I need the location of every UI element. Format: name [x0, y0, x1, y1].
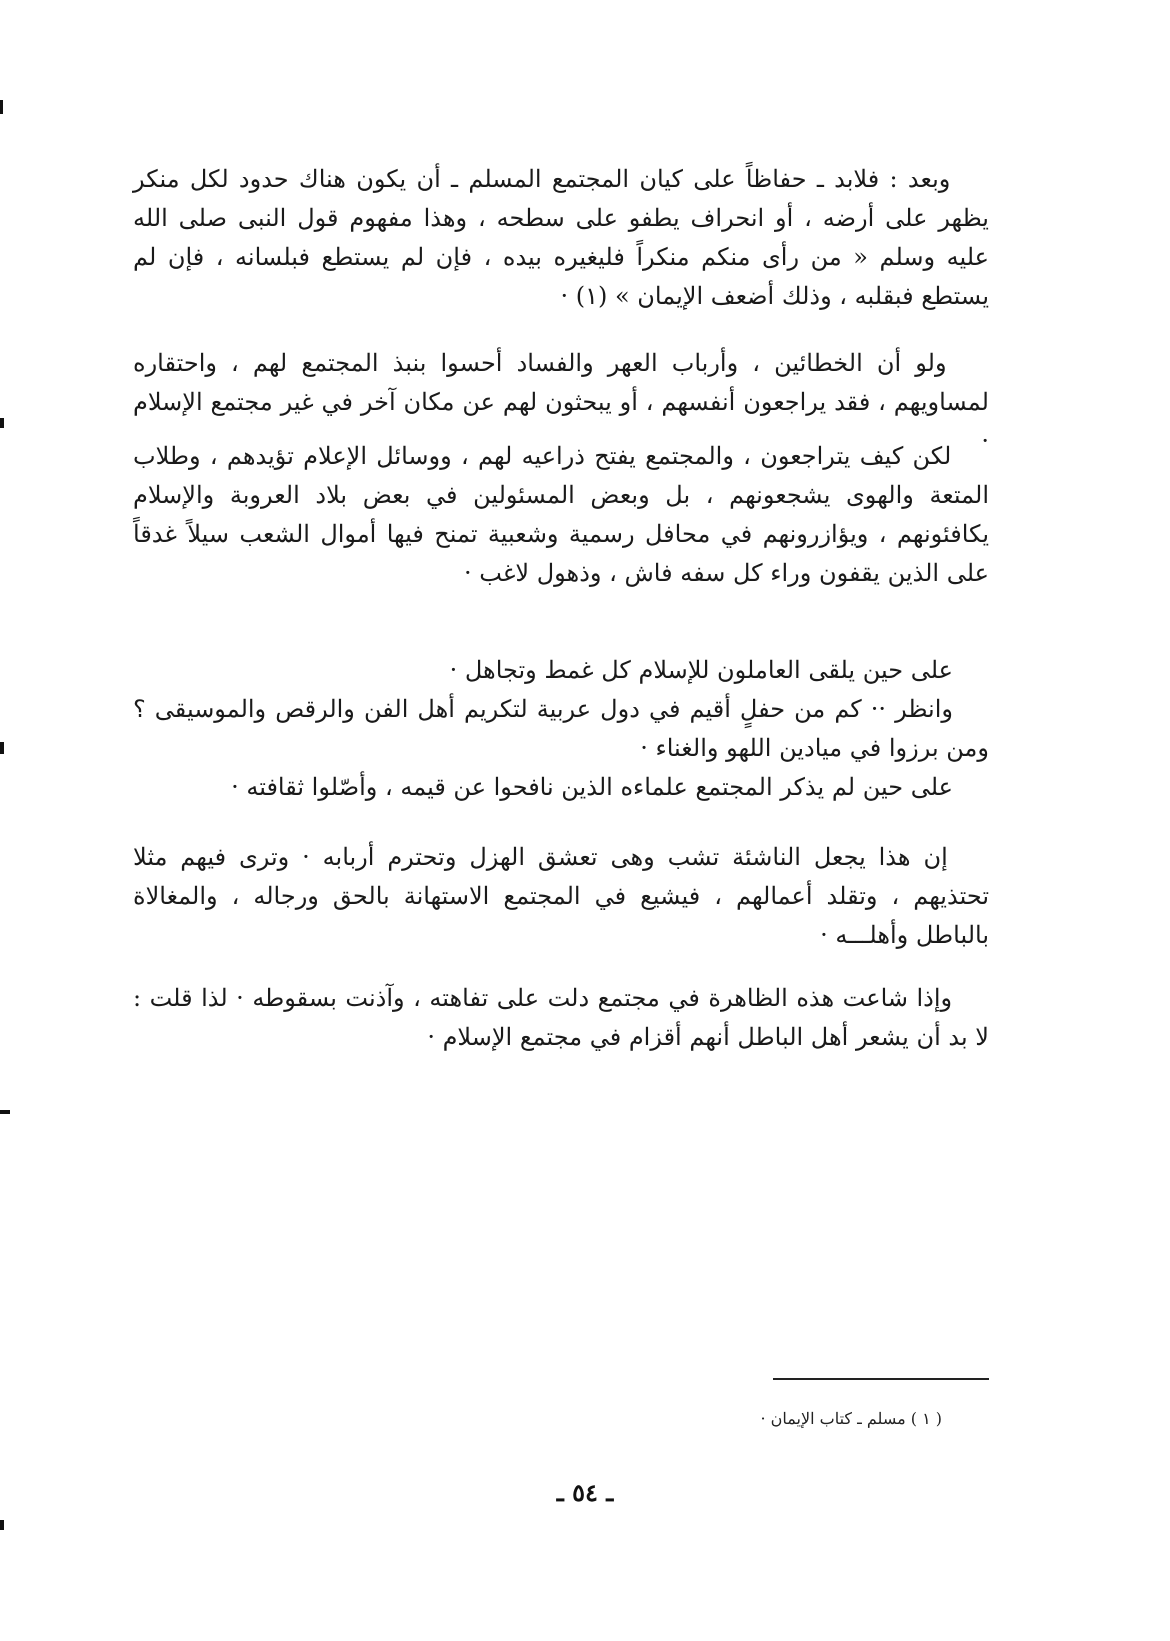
text-line: ولو أن الخطائين ، وأرباب العهر والفساد أحسوا بنبذ المجتمع لهم ، واحتقاره [133, 349, 947, 377]
text-line: لا بد أن يشعر أهل الباطل أنهم أقزام في مجتمع الإسلام · [427, 1023, 989, 1051]
paragraph-4-line-1: على حين يلقى العاملون للإسلام كل غمط وتجاهل · [449, 656, 953, 684]
text-line: لمساويهم ، فقد يراجعون أنفسهم ، أو يبحثون لهم عن مكان آخر في غير مجتمع الإسلام · [133, 388, 989, 455]
paragraph-4-line-4: على حين لم يذكر المجتمع علماءه الذين نافحوا عن قيمه ، وأصّلوا ثقافته · [231, 773, 953, 801]
scan-mark [0, 1520, 4, 1530]
scan-mark [0, 418, 4, 428]
scan-mark [0, 1110, 10, 1114]
paragraph-3-text [133, 437, 989, 593]
paragraph-5-text [133, 838, 989, 955]
paragraph-1 [133, 160, 989, 316]
paragraph-4 [133, 651, 989, 807]
text-line: تحتذيهم ، وتقلد أعمالهم ، فيشيع في المجتمع الاستهانة بالحق ورجاله ، والمغالاة بالباطل [133, 882, 989, 949]
text-line: وانظر ·· كم من حفلٍ أقيم في دول عربية لتكريم أهل الفن والرقص والموسيقى ؟ ومن [133, 695, 989, 762]
text-line: لكن كيف يتراجعون ، والمجتمع يفتح ذراعيه لهم ، ووسائل الإعلام تؤيدهم ، وطلاب [133, 442, 952, 470]
paragraph-4-line-2 [133, 690, 989, 768]
text-line: المتعة والهوى يشجعونهم ، بل وبعض المسئولين في بعض بلاد العروبة والإسلام يكافئونهم ، [133, 481, 989, 548]
text-line: وبعد : فلابد ـ حفاظاً على كيان المجتمع المسلم ـ أن يكون هناك حدود لكل منكر [133, 165, 951, 193]
footnote-divider [773, 1378, 989, 1380]
paragraph-5 [133, 838, 989, 955]
text-line: كل سفه فاش ، وذهول لاغب · [464, 559, 763, 587]
footnote: ( ١ ) مسلم ـ كتاب الإيمان · [760, 1409, 942, 1428]
text-line: « من رأى منكم منكراً فليغيره بيده ، فإن لم يستطع فبلسانه ، فإن لم يستطع فبقلبه ، وذلك [133, 243, 989, 310]
paragraph-6-text [133, 979, 989, 1057]
paragraph-1-text [133, 160, 989, 316]
text-line: وأهلـــه · [820, 921, 909, 949]
text-line: ويؤازرونهم في محافل رسمية وشعبية تمنح فيها أموال الشعب سيلاً غدقاً على الذين يقفون وراء [133, 520, 989, 587]
page-number: ـ ٥٤ ـ [556, 1478, 614, 1507]
scan-mark [0, 742, 4, 754]
text-line: أضعف الإيمان » (١) · [560, 282, 775, 310]
text-line: يظهر على أرضه ، أو انحراف يطفو على سطحه ، وهذا مفهوم قول النبى صلى الله عليه وسلم [133, 204, 989, 271]
text-line: برزوا في ميادين اللهو والغناء · [640, 734, 939, 762]
text-line: وإذا شاعت هذه الظاهرة في مجتمع دلت على تفاهته ، وآذنت بسقوطه · لذا قلت : [133, 984, 953, 1012]
paragraph-3 [133, 437, 989, 593]
scan-mark [0, 100, 3, 114]
text-line: إن هذا يجعل الناشئة تشب وهى تعشق الهزل وتحترم أربابه · وترى فيهم مثلا [133, 843, 948, 871]
paragraph-6 [133, 979, 989, 1057]
